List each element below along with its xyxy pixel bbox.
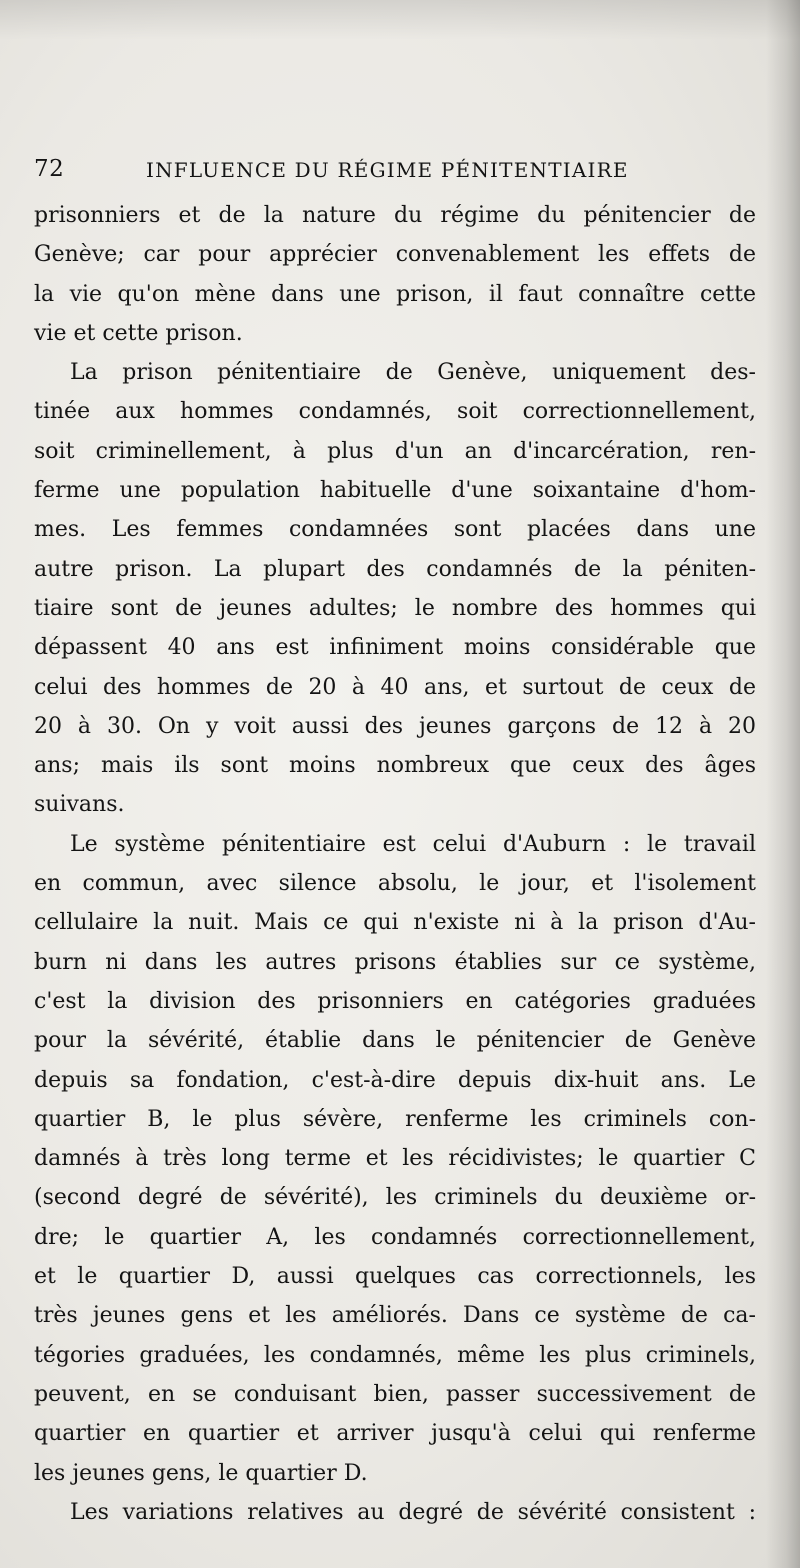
text-line: et le quartier D, aussi quelques cas correctionnels, les [34, 1264, 756, 1290]
text-line: ans; mais ils sont moins nombreux que ceux des âges [34, 753, 756, 779]
text-line: tégories graduées, les condamnés, même les plus criminels, [34, 1342, 756, 1368]
text-line: depuis sa fondation, c'est-à-dire depuis dix-huit ans. Le [34, 1067, 756, 1093]
text-line: Genève; car pour apprécier convenablement les effets de [34, 242, 756, 268]
text-line: quartier en quartier et arriver jusqu'à celui qui renferme [34, 1421, 756, 1447]
text-line: tinée aux hommes condamnés, soit correctionnellement, [34, 399, 756, 425]
text-line: mes. Les femmes condamnées sont placées dans une [34, 517, 756, 543]
text-line: soit criminellement, à plus d'un an d'incarcération, ren- [34, 438, 756, 464]
text-line: tiaire sont de jeunes adultes; le nombre des hommes qui [34, 595, 756, 621]
text-line: damnés à très long terme et les récidivistes; le quartier C [34, 1146, 756, 1172]
text-line: dre; le quartier A, les condamnés correctionnellement, [34, 1224, 756, 1250]
text-line: vie et cette prison. [34, 320, 243, 346]
top-shadow [0, 0, 800, 40]
text-line: autre prison. La plupart des condamnés de la péniten- [34, 556, 756, 582]
text-line: dépassent 40 ans est infiniment moins considérable que [34, 635, 756, 661]
text-line: prisonniers et de la nature du régime du pénitencier de [34, 203, 756, 228]
page-number: 72 [34, 156, 65, 182]
gutter-shadow [766, 0, 800, 1568]
text-line: (second degré de sévérité), les criminels du deuxième or- [34, 1185, 756, 1211]
text-line: Les variations relatives au degré de sévérité consistent : [70, 1499, 756, 1525]
text-line: les jeunes gens, le quartier D. [34, 1460, 368, 1486]
text-line: très jeunes gens et les améliorés. Dans ce système de ca- [34, 1303, 756, 1329]
text-line: c'est la division des prisonniers en catégories graduées [34, 988, 756, 1014]
text-line: quartier B, le plus sévère, renferme les criminels con- [34, 1106, 756, 1132]
text-line: ferme une population habituelle d'une soixantaine d'hom- [34, 478, 756, 504]
text-line: la vie qu'on mène dans une prison, il faut connaître cette [34, 281, 756, 307]
running-title: INFLUENCE DU RÉGIME PÉNITENTIAIRE [146, 158, 629, 182]
running-head [34, 156, 754, 190]
text-line: peuvent, en se conduisant bien, passer successivement de [34, 1381, 756, 1407]
text-line: La prison pénitentiaire de Genève, uniquement des- [70, 360, 756, 386]
text-line: en commun, avec silence absolu, le jour, et l'isolement [34, 871, 756, 897]
text-line: suivans. [34, 792, 125, 818]
text-line: cellulaire la nuit. Mais ce qui n'existe ni à la prison d'Au- [34, 910, 756, 936]
body-text [34, 196, 756, 1532]
text-line: 20 à 30. On y voit aussi des jeunes garçons de 12 à 20 [34, 713, 756, 739]
text-line: burn ni dans les autres prisons établies sur ce système, [34, 949, 756, 975]
text-line: Le système pénitentiaire est celui d'Auburn : le travail [70, 831, 756, 857]
text-line: pour la sévérité, établie dans le pénitencier de Genève [34, 1028, 756, 1054]
text-line: celui des hommes de 20 à 40 ans, et surtout de ceux de [34, 674, 756, 700]
